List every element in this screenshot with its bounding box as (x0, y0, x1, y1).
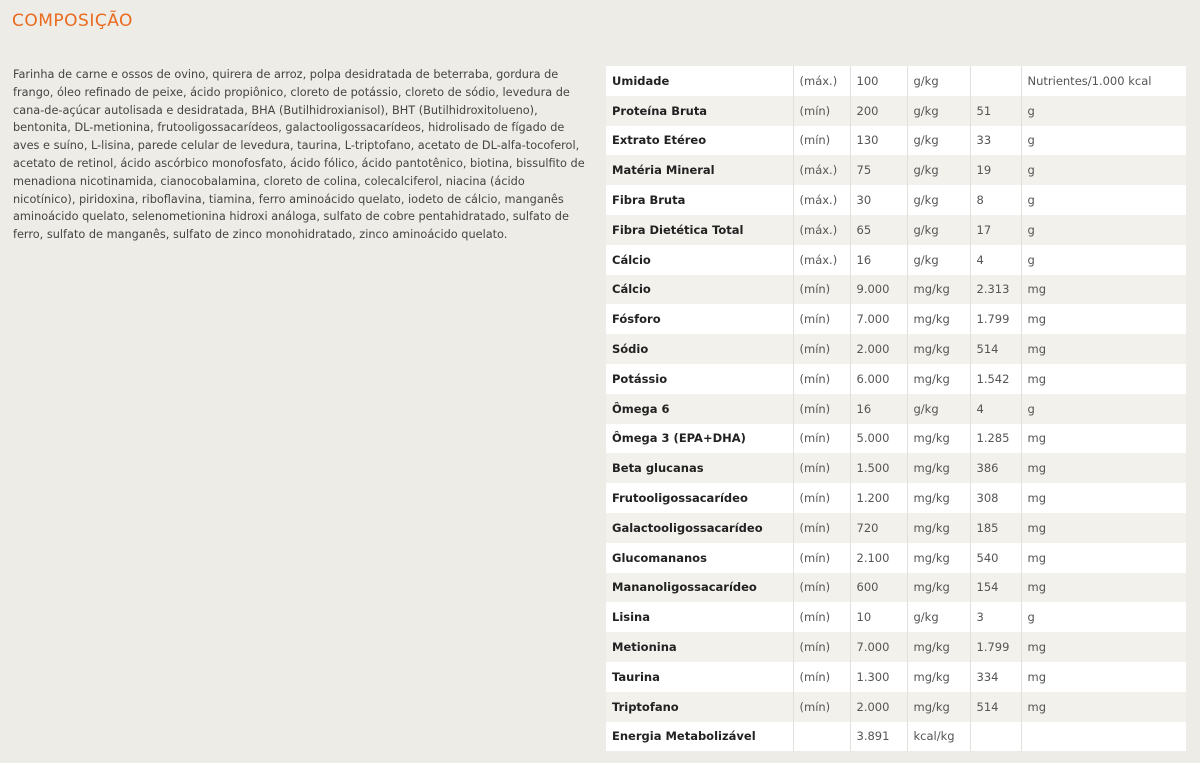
table-row (606, 334, 1186, 364)
nutrient-unit-per-kcal: g (1021, 96, 1186, 126)
nutrient-unit: mg/kg (907, 573, 970, 603)
nutrient-unit-per-kcal: mg (1021, 662, 1186, 692)
nutrient-unit-per-kcal: mg (1021, 453, 1186, 483)
nutrient-name: Metionina (606, 632, 793, 662)
nutrient-name: Fósforo (606, 304, 793, 334)
table-row (606, 364, 1186, 394)
nutrient-value-per-kcal: 1.285 (970, 424, 1021, 454)
nutrient-unit-per-kcal: mg (1021, 692, 1186, 722)
nutrient-value: 6.000 (850, 364, 907, 394)
nutrient-limit: (mín) (793, 364, 850, 394)
nutrient-value: 65 (850, 215, 907, 245)
nutrition-table-body (606, 66, 1186, 751)
nutrient-name: Umidade (606, 66, 793, 96)
table-row (606, 275, 1186, 305)
nutrient-unit: mg/kg (907, 692, 970, 722)
nutrient-unit: mg/kg (907, 543, 970, 573)
nutrient-value-per-kcal: 1.542 (970, 364, 1021, 394)
nutrient-limit: (mín) (793, 96, 850, 126)
table-row (606, 513, 1186, 543)
nutrient-unit-per-kcal: mg (1021, 364, 1186, 394)
nutrient-unit-per-kcal: mg (1021, 573, 1186, 603)
nutrient-name: Glucomananos (606, 543, 793, 573)
nutrient-unit-per-kcal: g (1021, 394, 1186, 424)
nutrient-name: Sódio (606, 334, 793, 364)
nutrient-value: 600 (850, 573, 907, 603)
nutrient-name: Potássio (606, 364, 793, 394)
nutrient-unit: mg/kg (907, 632, 970, 662)
table-row (606, 483, 1186, 513)
nutrient-value-per-kcal: 33 (970, 126, 1021, 156)
nutrient-limit: (mín) (793, 632, 850, 662)
composition-text: Farinha de carne e ossos de ovino, quirera de arroz, polpa desidratada de beterraba, gordura de frango, óleo refinado de peixe, ácido propiônico, cloreto de potássio, cloreto de sódio, levedura de cana-de-açúcar autolisada e desidratada, BHA (Butilhidroxianisol), BHT (Butilhidroxitolueno), bentonita, DL-metionina, frutooligossacarídeos, galactooligossacarídeos, hidrolisado de fígado de aves e suíno, L-lisina, parede celular de levedura, taurina, L-triptofano, acetato de DL-alfa-tocoferol, acetato de retinol, ácido ascórbico monofosfato, ácido fólico, ácido pantotênico, biotina, bissulfito de menadiona nicotinamida, cianocobalamina, cloreto de colina, colecalciferol, niacina (ácido nicotínico), piridoxina, riboflavina, tiamina, ferro aminoácido quelato, iodeto de cálcio, manganês aminoácido quelato, selenometionina hidroxi análoga, sulfato de cobre pentahidratado, sulfato de ferro, sulfato de manganês, sulfato de zinco monohidratado, zinco aminoácido quelato. (13, 68, 585, 242)
nutrient-value-per-kcal: 308 (970, 483, 1021, 513)
nutrient-name: Galactooligossacarídeo (606, 513, 793, 543)
nutrient-value-per-kcal: 1.799 (970, 632, 1021, 662)
nutrient-name: Mananoligossacarídeo (606, 573, 793, 603)
nutrient-name: Cálcio (606, 275, 793, 305)
nutrient-limit: (mín) (793, 662, 850, 692)
nutrient-name: Fibra Dietética Total (606, 215, 793, 245)
nutrient-value-per-kcal: 4 (970, 245, 1021, 275)
nutrient-value: 7.000 (850, 304, 907, 334)
table-row (606, 692, 1186, 722)
nutrient-name: Frutooligossacarídeo (606, 483, 793, 513)
nutrient-unit-per-kcal: g (1021, 602, 1186, 632)
nutrient-value: 10 (850, 602, 907, 632)
nutrient-name: Taurina (606, 662, 793, 692)
table-row (606, 155, 1186, 185)
nutrient-unit-per-kcal: mg (1021, 543, 1186, 573)
nutrient-value: 1.500 (850, 453, 907, 483)
table-row (606, 185, 1186, 215)
table-row (606, 543, 1186, 573)
nutrient-name: Matéria Mineral (606, 155, 793, 185)
nutrient-name: Energia Metabolizável (606, 722, 793, 752)
nutrient-unit-per-kcal: mg (1021, 275, 1186, 305)
section-title: COMPOSIÇÃO (12, 11, 133, 31)
nutrient-name: Cálcio (606, 245, 793, 275)
nutrient-unit-per-kcal: g (1021, 126, 1186, 156)
nutrient-name: Beta glucanas (606, 453, 793, 483)
nutrient-value: 200 (850, 96, 907, 126)
nutrient-unit-per-kcal: mg (1021, 483, 1186, 513)
table-row (606, 394, 1186, 424)
nutrient-unit-per-kcal: g (1021, 155, 1186, 185)
nutrient-value-per-kcal: 185 (970, 513, 1021, 543)
nutrient-limit: (mín) (793, 334, 850, 364)
table-row (606, 96, 1186, 126)
nutrient-value-per-kcal: 2.313 (970, 275, 1021, 305)
nutrient-value: 75 (850, 155, 907, 185)
nutrient-value: 720 (850, 513, 907, 543)
nutrient-limit: (máx.) (793, 185, 850, 215)
table-row (606, 573, 1186, 603)
nutrient-limit: (mín) (793, 275, 850, 305)
nutrient-name: Lisina (606, 602, 793, 632)
nutrient-unit-per-kcal: g (1021, 185, 1186, 215)
nutrient-unit: g/kg (907, 155, 970, 185)
table-row (606, 215, 1186, 245)
table-row (606, 602, 1186, 632)
table-row (606, 722, 1186, 752)
nutrient-limit: (máx.) (793, 245, 850, 275)
nutrient-unit: g/kg (907, 602, 970, 632)
nutrient-limit: (mín) (793, 453, 850, 483)
nutrient-unit-per-kcal: g (1021, 215, 1186, 245)
nutrient-unit: g/kg (907, 126, 970, 156)
table-row (606, 632, 1186, 662)
table-row (606, 453, 1186, 483)
nutrient-limit: (mín) (793, 304, 850, 334)
nutrient-value-per-kcal: 514 (970, 692, 1021, 722)
nutrient-value: 2.000 (850, 334, 907, 364)
nutrient-unit: g/kg (907, 66, 970, 96)
nutrient-limit (793, 722, 850, 752)
nutrient-unit: mg/kg (907, 483, 970, 513)
table-row (606, 245, 1186, 275)
nutrient-value: 5.000 (850, 424, 907, 454)
nutrient-limit: (mín) (793, 602, 850, 632)
nutrient-unit-per-kcal: mg (1021, 334, 1186, 364)
nutrient-value-per-kcal: 386 (970, 453, 1021, 483)
nutrient-value: 2.100 (850, 543, 907, 573)
nutrient-unit: g/kg (907, 245, 970, 275)
nutrient-value-per-kcal (970, 722, 1021, 752)
nutrient-unit-per-kcal: mg (1021, 304, 1186, 334)
nutrient-value-per-kcal: 8 (970, 185, 1021, 215)
nutrient-value-per-kcal: 51 (970, 96, 1021, 126)
nutrient-unit-per-kcal: mg (1021, 632, 1186, 662)
nutrient-limit: (máx.) (793, 155, 850, 185)
nutrient-unit: mg/kg (907, 513, 970, 543)
nutrient-value: 9.000 (850, 275, 907, 305)
nutrient-name: Fibra Bruta (606, 185, 793, 215)
nutrient-limit: (máx.) (793, 66, 850, 96)
table-row (606, 66, 1186, 96)
nutrient-unit: g/kg (907, 185, 970, 215)
nutrient-unit-per-kcal: mg (1021, 513, 1186, 543)
nutrient-value: 3.891 (850, 722, 907, 752)
nutrient-unit: g/kg (907, 215, 970, 245)
nutrient-unit: mg/kg (907, 304, 970, 334)
nutrient-unit: mg/kg (907, 662, 970, 692)
nutrient-limit: (máx.) (793, 215, 850, 245)
nutrient-value-per-kcal: 17 (970, 215, 1021, 245)
nutrient-value-per-kcal: 3 (970, 602, 1021, 632)
nutrient-value: 130 (850, 126, 907, 156)
nutrient-unit: kcal/kg (907, 722, 970, 752)
nutrient-limit: (mín) (793, 692, 850, 722)
nutrient-unit: mg/kg (907, 424, 970, 454)
nutrient-value-per-kcal: 154 (970, 573, 1021, 603)
nutrient-value: 1.200 (850, 483, 907, 513)
nutrient-value-per-kcal (970, 66, 1021, 96)
nutrient-limit: (mín) (793, 394, 850, 424)
nutrient-unit: g/kg (907, 394, 970, 424)
table-row (606, 126, 1186, 156)
nutrient-name: Extrato Etéreo (606, 126, 793, 156)
nutrient-name: Triptofano (606, 692, 793, 722)
nutrient-limit: (mín) (793, 543, 850, 573)
nutrient-value-per-kcal: 4 (970, 394, 1021, 424)
nutrient-unit: mg/kg (907, 364, 970, 394)
nutrient-value: 16 (850, 394, 907, 424)
nutrient-name: Ômega 3 (EPA+DHA) (606, 424, 793, 454)
nutrient-unit: mg/kg (907, 334, 970, 364)
nutrient-value-per-kcal: 334 (970, 662, 1021, 692)
nutrient-value: 16 (850, 245, 907, 275)
table-row (606, 424, 1186, 454)
nutrient-name: Ômega 6 (606, 394, 793, 424)
nutrient-value-per-kcal: 514 (970, 334, 1021, 364)
nutrient-value: 1.300 (850, 662, 907, 692)
nutrition-table (606, 66, 1186, 751)
nutrient-unit: mg/kg (907, 275, 970, 305)
table-row (606, 304, 1186, 334)
nutrient-limit: (mín) (793, 513, 850, 543)
nutrient-unit-per-kcal: Nutrientes/1.000 kcal (1021, 66, 1186, 96)
nutrient-unit-per-kcal (1021, 722, 1186, 752)
nutrient-unit-per-kcal: g (1021, 245, 1186, 275)
nutrient-unit-per-kcal: mg (1021, 424, 1186, 454)
nutrient-value-per-kcal: 19 (970, 155, 1021, 185)
nutrient-limit: (mín) (793, 126, 850, 156)
nutrient-value: 7.000 (850, 632, 907, 662)
nutrient-value-per-kcal: 1.799 (970, 304, 1021, 334)
table-row (606, 662, 1186, 692)
nutrient-name: Proteína Bruta (606, 96, 793, 126)
nutrient-limit: (mín) (793, 573, 850, 603)
nutrient-limit: (mín) (793, 483, 850, 513)
nutrient-limit: (mín) (793, 424, 850, 454)
nutrient-value: 2.000 (850, 692, 907, 722)
nutrient-value: 30 (850, 185, 907, 215)
nutrient-value-per-kcal: 540 (970, 543, 1021, 573)
nutrient-value: 100 (850, 66, 907, 96)
nutrient-unit: g/kg (907, 96, 970, 126)
nutrient-unit: mg/kg (907, 453, 970, 483)
